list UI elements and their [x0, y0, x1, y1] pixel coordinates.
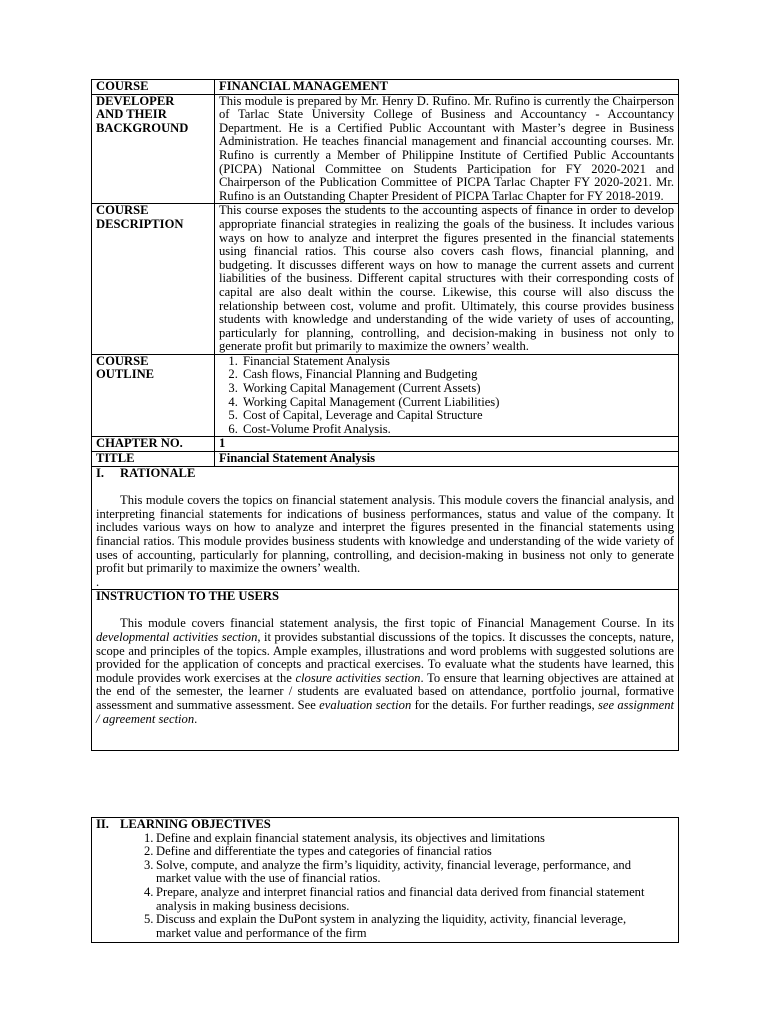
- objective-number: 1.: [144, 830, 154, 845]
- course-description-text: This course exposes the students to the accounting aspects of finance in order to develop appropriate financial strategies in realizing the goals of the business. It includes various ways on how to analyze and interpret the figures presented in the financial statements using financial ratios. This course also covers cash flows, financial planning, and budgeting. It discusses different ways on how to manage the current assets and current liabilities of the business. Different capital structures with their corresponding costs of capital are also dealt within the course. Likewise, this course will also discuss the relationship between cost, volume and profit. Ultimately, this course provides business students with knowledge and understanding of the wide variety of uses of accounting, particularly for planning, controlling, and decision-making in business not only to generate profit but primarily to maximize the owners’ wealth.: [215, 204, 679, 355]
- course-value: FINANCIAL MANAGEMENT: [215, 80, 679, 95]
- instruction-text-part: . To ensure that learning objectives are attained at the end of the semester, the learner / students are evaluated based on attendance, portfolio journal, formative assessment and summative assessment. See: [96, 670, 674, 712]
- objective-number: 4.: [144, 884, 154, 899]
- outline-item: 4. Working Capital Management (Current Liabilities): [241, 396, 674, 410]
- outline-label: [92, 354, 215, 437]
- objective-text: Define and differentiate the types and categories of financial ratios: [156, 844, 492, 859]
- description-label: [92, 204, 215, 355]
- rationale-row: [92, 466, 679, 589]
- objective-number: 5.: [144, 912, 154, 927]
- title-label: TITLE: [92, 452, 215, 467]
- objective-item: [96, 859, 662, 886]
- developer-label-line: AND THEIR: [96, 107, 167, 122]
- instruction-text: [96, 617, 674, 726]
- outline-label-line: COURSE: [96, 353, 149, 368]
- course-label: COURSE: [92, 80, 215, 95]
- objective-item: [96, 886, 662, 913]
- instruction-text-part: , it provides substantial discussions of the topics. It discusses the concepts, nature, scope and principles of the topics. Ample examples, illustrations and word problems with suggested solutions are provided for the application of concepts and practical exercises. To evaluate what the students have learned, this module provides work exercises at the: [96, 629, 674, 685]
- chapter-value: 1: [215, 437, 679, 452]
- outline-row: [92, 354, 679, 437]
- chapter-label: CHAPTER NO.: [92, 437, 215, 452]
- objectives-heading-text: LEARNING OBJECTIVES: [120, 817, 271, 831]
- rationale-heading: [96, 467, 674, 481]
- instruction-cell: [92, 589, 679, 750]
- developmental-activities-ref: developmental activities section: [96, 629, 258, 644]
- objective-text: Prepare, analyze and interpret financial ratios and financial data derived from financial statement analysis in making business decisions.: [156, 884, 645, 913]
- developer-label: [92, 94, 215, 204]
- instruction-text-part: This module covers financial statement analysis, the first topic of Financial Management Course. In its: [120, 616, 674, 631]
- course-outline-cell: [215, 354, 679, 437]
- assignment-section-ref: see assignment / agreement section: [96, 697, 675, 726]
- learning-objectives-box: [91, 817, 679, 943]
- objective-text: Define and explain financial statement analysis, its objectives and limitations: [156, 830, 545, 845]
- objective-item: [96, 832, 662, 846]
- evaluation-section-ref: evaluation section: [319, 697, 412, 712]
- rationale-text: This module covers the topics on financial statement analysis. This module covers the financial analysis, and interpreting financial statements for indications of business performances, status and value of the company. It includes various ways on how to analyze and interpret the figures presented in the financial statements using financial ratios. This module provides business students with knowledge and understanding of the wide variety of uses of accounting, particularly for planning, controlling, and decision-making in business not only to generate profit but primarily to maximize the owners’ wealth.: [96, 493, 674, 576]
- instruction-row: [92, 589, 679, 750]
- instruction-text-part: for the details. For further readings,: [411, 697, 598, 712]
- rationale-heading-text: RATIONALE: [120, 465, 196, 480]
- objective-number: 3.: [144, 857, 154, 872]
- objective-number: 2.: [144, 844, 154, 859]
- objective-text: Discuss and explain the DuPont system in analyzing the liquidity, activity, financial leverage, market value and performance of the firm: [156, 912, 627, 940]
- instruction-heading: INSTRUCTION TO THE USERS: [96, 588, 280, 603]
- objective-text: Solve, compute, and analyze the firm’s liquidity, activity, financial leverage, performance, and market value with the use of financial ratios.: [156, 857, 632, 886]
- title-row: [92, 452, 679, 467]
- chapter-row: [92, 437, 679, 452]
- objective-item: [96, 845, 662, 859]
- rationale-trailing-dot: .: [96, 574, 100, 589]
- objectives-numeral: II.: [96, 817, 109, 831]
- outline-item: 3. Working Capital Management (Current Assets): [241, 382, 674, 396]
- course-info-table: [91, 79, 679, 751]
- course-row: [92, 80, 679, 95]
- description-label-line: DESCRIPTION: [96, 216, 184, 231]
- developer-label-line: BACKGROUND: [96, 120, 189, 135]
- outline-item: 6. Cost-Volume Profit Analysis.: [241, 423, 674, 437]
- closure-activities-ref: closure activities section: [295, 670, 421, 685]
- outline-item: 1. Financial Statement Analysis: [241, 355, 674, 369]
- outline-item: 2. Cash flows, Financial Planning and Budgeting: [241, 368, 674, 382]
- developer-background-text: This module is prepared by Mr. Henry D. Rufino. Mr. Rufino is currently the Chairperson of Tarlac State University College of Business and Accountancy - Accountancy Department. He is a Certified Public Accountant with Master’s degree in Business Administration. He teaches financial management and financial accounting courses. Mr. Rufino is currently a Member of Philippine Institute of Certified Public Accountants (PICPA) National Committee on Students Participation for FY 2020-2021 and Chairperson of the Publication Committee of PICPA Tarlac Chapter FY 2020-2021. Mr. Rufino is an Outstanding Chapter President of PICPA Tarlac Chapter for FY 2018-2019.: [215, 94, 679, 204]
- description-row: [92, 204, 679, 355]
- objective-item: [96, 913, 662, 940]
- objectives-heading: [96, 818, 674, 832]
- rationale-numeral: I.: [96, 465, 105, 480]
- developer-row: [92, 94, 679, 204]
- objectives-list: [96, 832, 674, 941]
- outline-item: 5. Cost of Capital, Leverage and Capital Structure: [241, 409, 674, 423]
- outline-label-line: OUTLINE: [96, 367, 155, 382]
- course-outline-list: [219, 355, 674, 437]
- title-value: Financial Statement Analysis: [215, 452, 679, 467]
- rationale-cell: [92, 466, 679, 589]
- description-label-line: COURSE: [96, 203, 149, 218]
- developer-label-line: DEVELOPER: [96, 93, 175, 108]
- instruction-text-part: .: [194, 711, 198, 726]
